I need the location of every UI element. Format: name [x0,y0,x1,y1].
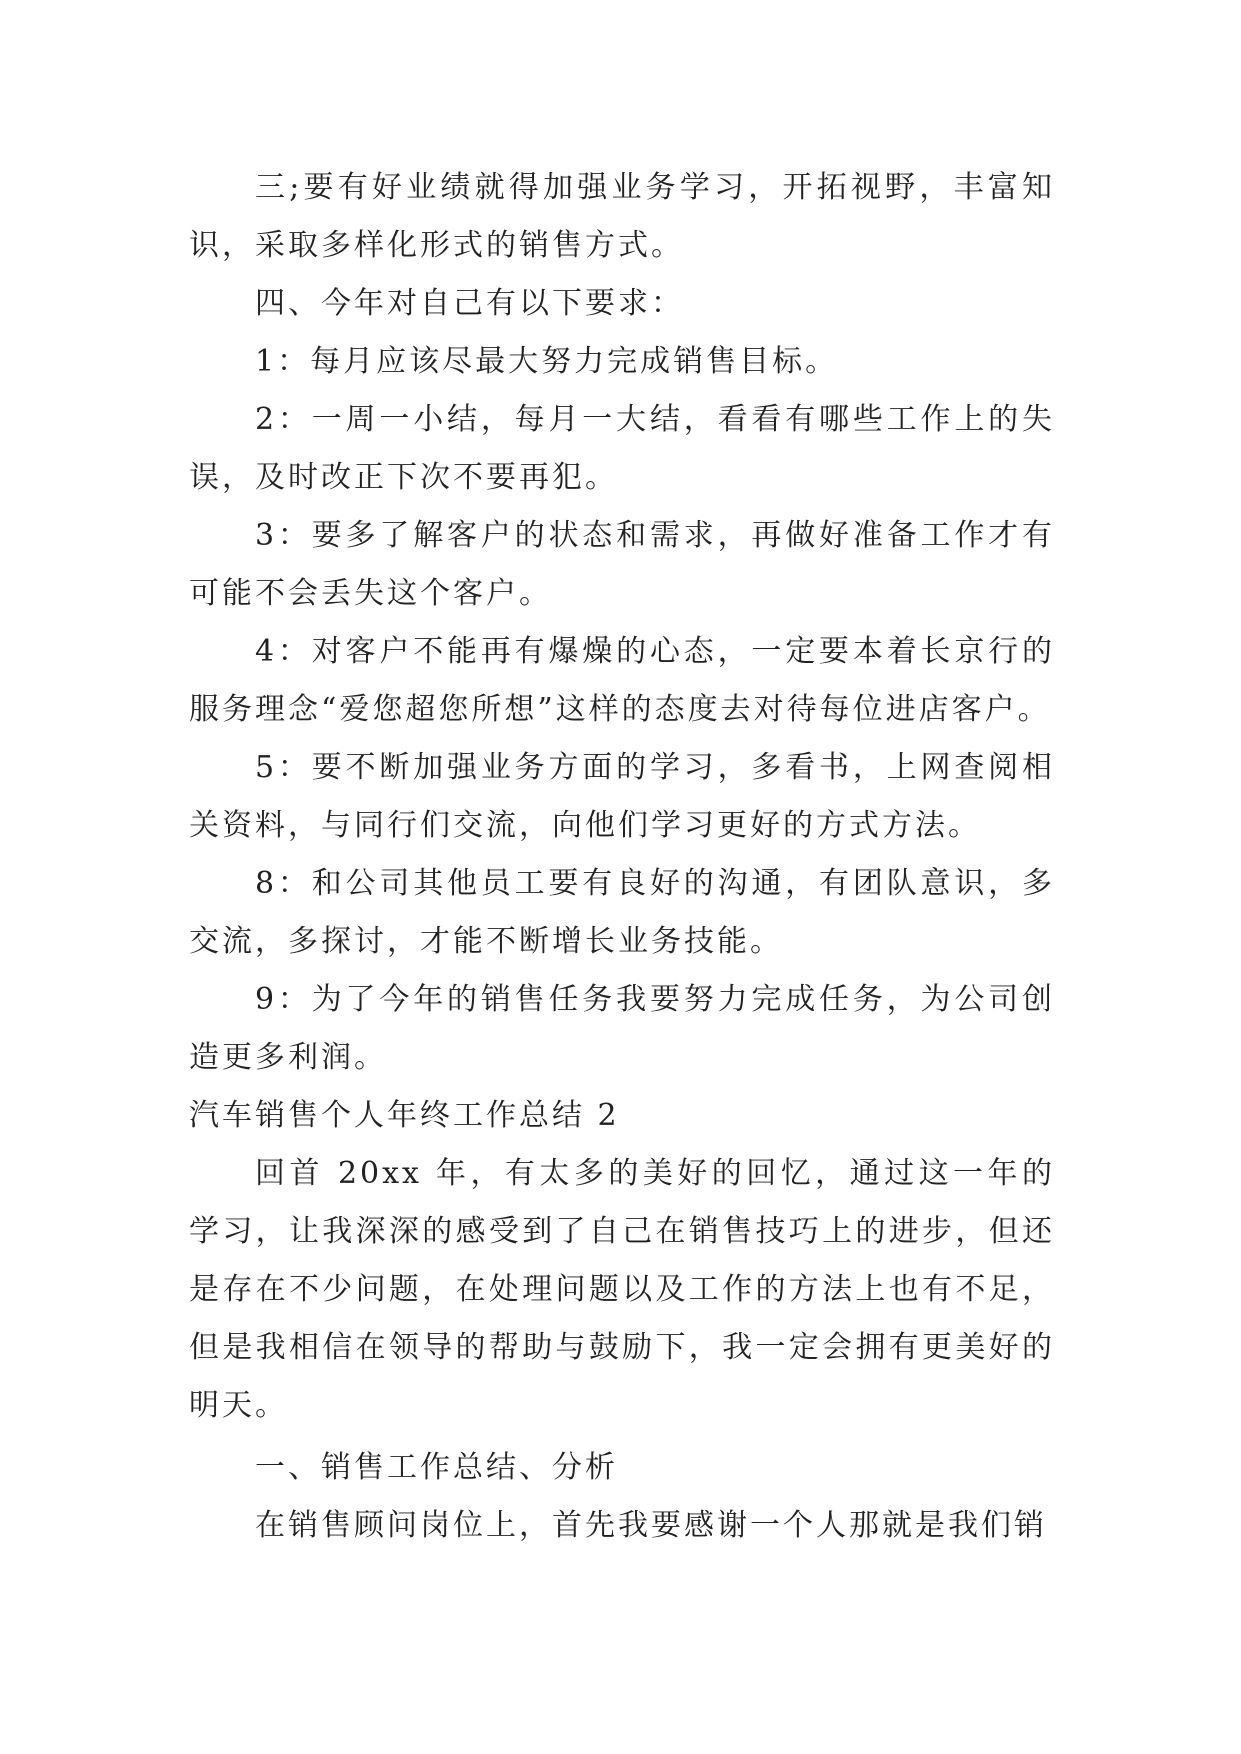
paragraph-requirement-3: 3：要多了解客户的状态和需求，再做好准备工作才有可能不会丢失这个客户。 [189,518,1055,611]
paragraph-requirement-9: 9：为了今年的销售任务我要努力完成任务，为公司创造更多利润。 [189,982,1055,1075]
paragraph-requirement-8: 8：和公司其他员工要有良好的沟通，有团队意识，多交流，多探讨，才能不断增长业务技能。 [189,866,1055,959]
paragraph-item-3: 三;要有好业绩就得加强业务学习，开拓视野，丰富知识，采取多样化形式的销售方式。 [189,170,1055,263]
document-body [189,159,1055,1555]
section-title: 汽车销售个人年终工作总结 2 [189,1098,620,1133]
paragraph-review: 回首 20xx 年，有太多的美好的回忆，通过这一年的学习，让我深深的感受到了自己在销售技巧上的进步，但还是存在不少问题，在处理问题以及工作的方法上也有不足，但是我相信在领导的帮助与鼓励下，我一定会拥有更美好的明天。 [189,1156,1055,1423]
paragraph-requirements-heading: 四、今年对自己有以下要求： [255,286,684,321]
paragraph-subheading-sales-summary: 一、销售工作总结、分析 [255,1450,618,1485]
paragraph-requirement-5: 5：要不断加强业务方面的学习，多看书，上网查阅相关资料，与同行们交流，向他们学习更好的方式方法。 [189,750,1055,843]
paragraph-requirement-4: 4：对客户不能再有爆燥的心态，一定要本着长京行的服务理念“爱您超您所想”这样的态度去对待每位进店客户。 [189,634,1055,727]
paragraph-sales-consultant: 在销售顾问岗位上，首先我要感谢一个人那就是我们销 [255,1508,1047,1543]
paragraph-requirement-1: 1：每月应该尽最大努力完成销售目标。 [255,344,839,379]
paragraph-requirement-2: 2：一周一小结，每月一大结，看看有哪些工作上的失误，及时改正下次不要再犯。 [189,402,1055,495]
